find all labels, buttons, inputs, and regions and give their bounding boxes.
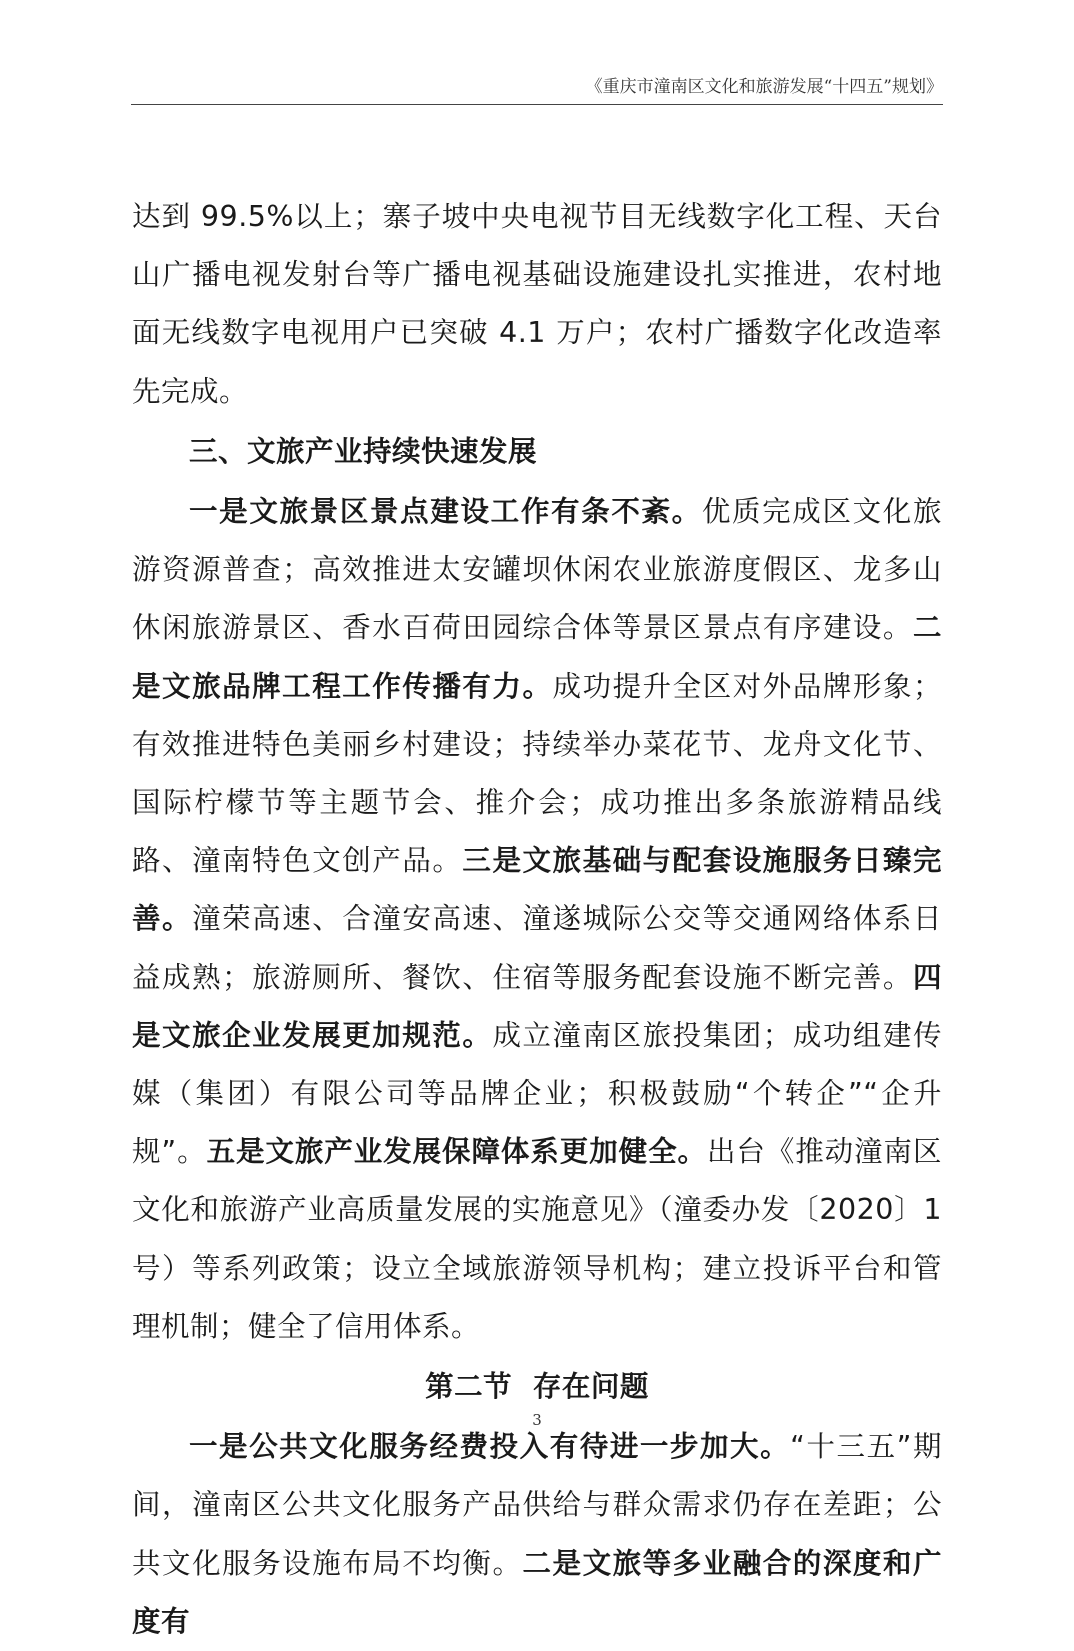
problem-1-text: “十三五”期间，潼南区公共文化服务产品供给与群众需求仍存在差距；公共文化服务设施布局不均衡。 [132,1430,942,1580]
page-number: 3 [532,1411,542,1429]
heading-tourism-industry: 三、文旅产业持续快速发展 [189,434,538,468]
document-body [132,188,942,1651]
point-2-bold: 二是文旅品牌工程工作传播有力。 [132,611,942,703]
point-1-bold: 一是文旅景区景点建设工作有条不紊。 [189,495,702,529]
paragraph-problems [132,1418,942,1651]
point-1-text: 优质完成区文化旅游资源普查；高效推进太安罐坝休闲农业旅游度假区、龙多山休闲旅游景区、香水百荷田园综合体等景区景点有序建设。 [132,495,942,645]
problem-1-bold: 一是公共文化服务经费投入有待进一步加大。 [189,1430,791,1464]
point-3-text: 潼荣高速、合潼安高速、潼遂城际公交等交通网络体系日益成熟；旅游厕所、餐饮、住宿等服务配套设施不断完善。 [132,902,942,994]
point-2-text: 成功提升全区对外品牌形象；有效推进特色美丽乡村建设；持续举办菜花节、龙舟文化节、国际柠檬节等主题节会、推介会；成功推出多条旅游精品线路、潼南特色文创产品。 [132,669,942,878]
point-4-bold: 四是文旅企业发展更加规范。 [132,960,942,1052]
paragraph-tourism-industry [132,483,942,1356]
running-header [131,74,943,105]
point-5-text: 出台《推动潼南区文化和旅游产业高质量发展的实施意见》（潼委办发〔2020〕1 号）等系列政策；设立全域旅游领导机构；建立投诉平台和管理机制；健全了信用体系。 [132,1135,942,1343]
point-3-bold: 三是文旅基础与配套设施服务日臻完善。 [132,844,942,936]
problem-2-bold: 二是文旅等多业融合的深度和广度有 [132,1546,942,1638]
paragraph-broadcast-continued: 达到 99.5%以上；寨子坡中央电视节目无线数字化工程、天台山广播电视发射台等广播电视基础设施建设扎实推进，农村地面无线数字电视用户已突破 4.1 万户；农村广播数字化改造率先完成。 [132,200,942,408]
header-title: 《重庆市潼南区文化和旅游发展“十四五”规划》 [585,77,943,97]
section-title-problems: 第二节 存在问题 [425,1370,649,1404]
point-5-bold: 五是文旅产业发展保障体系更加健全。 [206,1135,707,1169]
point-4-text: 成立潼南区旅投集团；成功组建传媒（集团）有限公司等品牌企业；积极鼓励“个转企”“企升规”。 [132,1018,942,1169]
